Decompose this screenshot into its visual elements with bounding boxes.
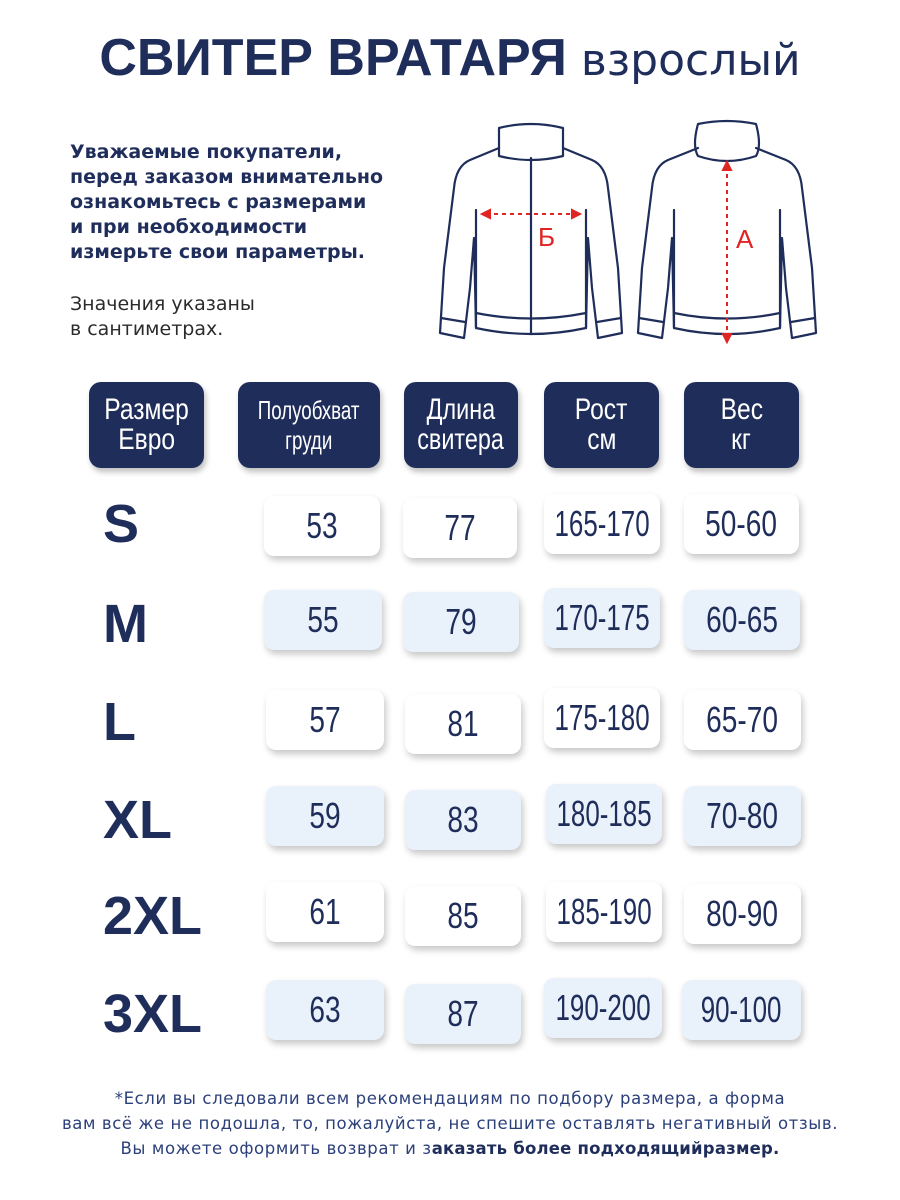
intro-line: измерьте свои параметры. [70,241,365,263]
cell-weight: 70-80 [684,786,801,846]
cell-height: 175-180 [544,688,660,748]
footnote-prefix: Вы можете оформить возврат и з [120,1139,432,1158]
header-length [404,382,518,468]
cell-chest: 63 [266,980,384,1040]
cell-height: 190-200 [544,978,662,1038]
cell-length: 77 [403,498,517,558]
cell-height: 185-190 [546,882,662,942]
cell-chest: 61 [266,882,384,942]
size-label: S [103,494,140,554]
cell-chest: 57 [266,690,384,750]
header-length-line2: свитера [417,423,505,456]
title-sub: взрослый [580,35,801,86]
header-weight-line1: Вес [720,393,763,426]
size-label: M [103,594,148,654]
cell-chest: 59 [266,786,384,846]
footnote-line: *Если вы следовали всем рекомендациям по подбору размера, а форма [114,1089,786,1108]
intro-line: Уважаемые покупатели, [70,141,343,163]
cell-height: 170-175 [544,588,660,648]
size-label: 3XL [103,984,203,1044]
header-chest-line1: Полуобхват [258,395,360,425]
header-chest-line2: груди [285,425,333,455]
cell-length: 85 [405,886,521,946]
intro-text [70,140,430,265]
header-chest [238,382,380,468]
cell-weight: 90-100 [682,980,801,1040]
chest-measure-label: Б [538,222,556,252]
header-weight-line2: кг [731,423,752,456]
units-note [70,292,370,342]
intro-line: перед заказом внимательно [70,166,384,188]
size-label: 2XL [103,886,203,946]
cell-length: 81 [405,694,521,754]
header-size [89,382,204,468]
cell-chest: 53 [264,496,380,556]
cell-length: 83 [405,790,521,850]
units-line: Значения указаны [70,293,255,315]
header-height [544,382,659,468]
cell-length: 79 [403,592,519,652]
intro-line: и при необходимости [70,216,308,238]
header-height-line2: см [586,423,617,456]
title-main: СВИТЕР ВРАТАРЯ [99,29,567,87]
intro-line: ознакомьтесь с размерами [70,191,367,213]
header-size-line2: Евро [118,423,175,456]
jacket-front-diagram [436,118,626,358]
cell-length: 87 [405,984,521,1044]
footnote-line [0,1136,900,1161]
header-height-line1: Рост [575,393,628,426]
header-weight [684,382,799,468]
cell-height: 165-170 [544,494,660,554]
cell-weight: 60-65 [684,590,800,650]
cell-weight: 80-90 [684,884,801,944]
footnote-line: вам всё же не подошла, то, пожалуйста, не спешите оставлять негативный отзыв. [61,1114,839,1133]
length-measure-label: А [736,224,754,254]
footnote-bold: аказать более подходящийразмер. [431,1139,780,1158]
page-title [0,28,900,88]
jacket-back-diagram [630,118,825,358]
footnote [0,1086,900,1161]
cell-weight: 65-70 [684,690,801,750]
cell-height: 180-185 [546,784,662,844]
size-label: L [103,692,136,752]
cell-weight: 50-60 [684,494,799,554]
header-length-line1: Длина [426,393,496,426]
units-line: в сантиметрах. [70,318,224,340]
size-label: XL [103,790,173,850]
length-measure-arrow [723,162,731,342]
cell-chest: 55 [264,590,382,650]
header-size-line1: Размер [104,393,189,426]
